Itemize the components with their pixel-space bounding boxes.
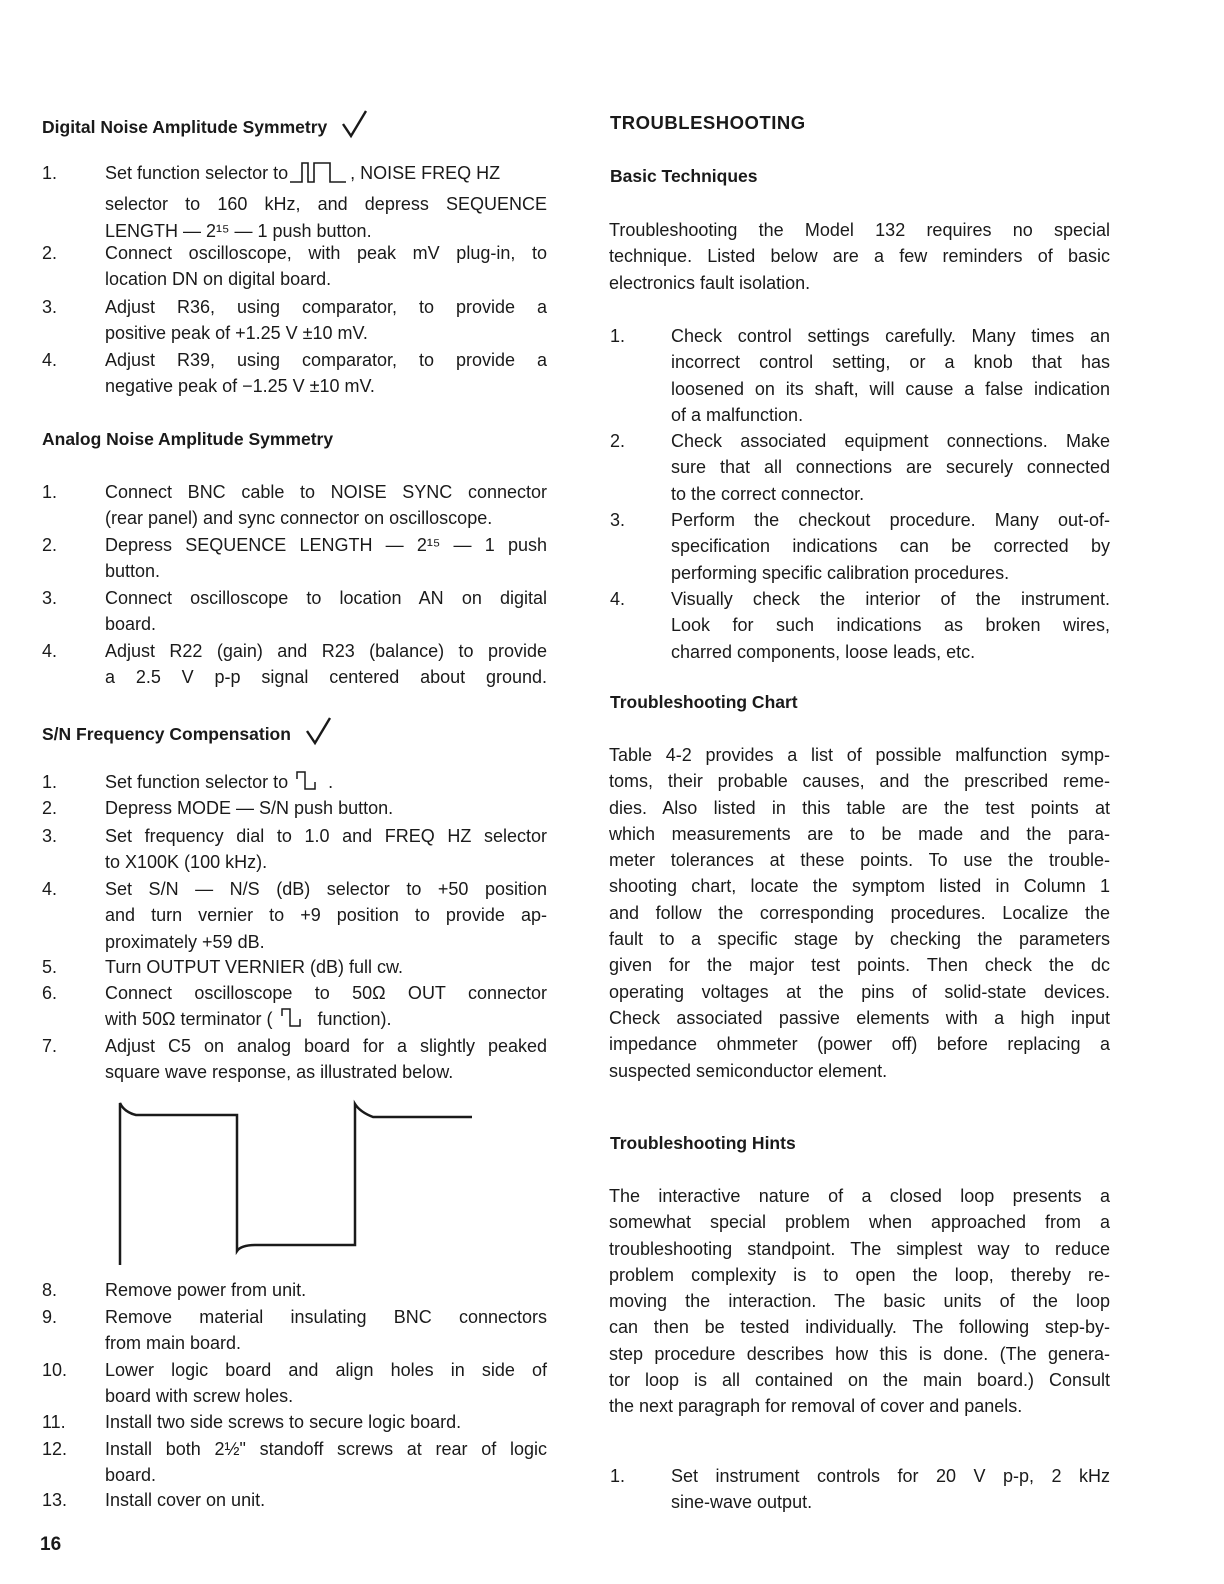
item-number: 8.	[42, 1280, 58, 1300]
text-line: and turn vernier to +9 position to provide ap-	[105, 905, 547, 926]
text-line: technique. Listed below are a few reminders of basic	[609, 246, 1110, 267]
item-number: 4.	[42, 350, 58, 370]
text-segment: sine-wave output.	[671, 1492, 813, 1513]
text-line: Remove material insulating BNC connectors	[105, 1307, 547, 1327]
text-segment: from main board.	[105, 1333, 242, 1354]
text-line: operating voltages at the pins of solid-state devices.	[609, 981, 1110, 1002]
item-number: 1.	[42, 772, 58, 792]
text-line: shooting chart, locate the symptom listed in Column 1	[609, 876, 1110, 897]
text-segment: function).	[307, 1009, 392, 1030]
text-line: Visually check the interior of the instrument.	[671, 589, 1110, 609]
text-line: Depress SEQUENCE LENGTH — 2¹⁵ — 1 push	[105, 535, 547, 555]
text-segment: (rear panel) and sync connector on oscilloscope.	[105, 508, 493, 529]
item-number: 9.	[42, 1307, 58, 1327]
text-line: moving the interaction. The basic units of the loop	[609, 1291, 1110, 1312]
item-number: 4.	[42, 879, 58, 899]
text-segment: Turn OUTPUT VERNIER (dB) full cw.	[105, 957, 404, 977]
text-line: sure that all connections are securely connected	[671, 457, 1110, 478]
heading-text: Digital Noise Amplitude Symmetry	[42, 117, 328, 137]
item-number: 4.	[610, 589, 626, 609]
item-number: 4.	[42, 641, 58, 661]
text-segment: performing specific calibration procedures.	[671, 562, 1010, 583]
text-line: Connect BNC cable to NOISE SYNC connector	[105, 482, 547, 502]
item-number: 3.	[42, 297, 58, 317]
text-line: Check associated passive elements with a high input	[609, 1007, 1110, 1028]
item-number: 3.	[42, 588, 58, 608]
text-line: troubleshooting standpoint. The simplest way to reduce	[609, 1238, 1110, 1259]
item-number: 7.	[42, 1036, 58, 1056]
item-number: 2.	[42, 243, 58, 263]
text-segment: negative peak of −1.25 V ±10 mV.	[105, 376, 375, 397]
text-line: Troubleshooting the Model 132 requires no special	[609, 220, 1110, 240]
text-line: loosened on its shaft, will cause a false indication	[671, 378, 1110, 399]
page-number: 16	[40, 1534, 62, 1555]
text-line: impedance ohmmeter (power off) before replacing a	[609, 1034, 1110, 1055]
text-line: fault to a specific stage by checking the parameters	[609, 929, 1110, 950]
text-line: Lower logic board and align holes in side of	[105, 1360, 547, 1380]
text-line: Perform the checkout procedure. Many out-of-	[671, 510, 1110, 530]
text-line: selector to 160 kHz, and depress SEQUENCE	[105, 194, 547, 215]
text-segment: location DN on digital board.	[105, 269, 332, 290]
text-line: specification indications can be corrected by	[671, 536, 1110, 557]
text-line: and follow the corresponding procedures. Localize the	[609, 902, 1110, 923]
text-segment: with 50Ω terminator (	[105, 1009, 278, 1030]
text-line: problem complexity is to open the loop, thereby re-	[609, 1264, 1110, 1285]
text-line: Install both 2½" standoff screws at rear of logic	[105, 1439, 547, 1459]
text-line: can then be tested individually. The following step-by-	[609, 1317, 1110, 1338]
text-segment: Depress MODE — S/N push button.	[105, 798, 394, 818]
text-line: Adjust R36, using comparator, to provide a	[105, 297, 547, 317]
text-segment: to X100K (100 kHz).	[105, 852, 268, 873]
text-segment: of a malfunction.	[671, 404, 804, 425]
text-segment: charred components, loose leads, etc.	[671, 641, 976, 662]
text-line: toms, their probable causes, and the prescribed reme-	[609, 771, 1110, 792]
text-line: Look for such indications as broken wires,	[671, 615, 1110, 636]
text-segment: .	[323, 772, 334, 792]
heading-text: TROUBLESHOOTING	[610, 112, 806, 133]
item-number: 13.	[42, 1490, 68, 1510]
text-segment: proximately +59 dB.	[105, 931, 265, 952]
item-number: 12.	[42, 1439, 68, 1459]
heading-text: Basic Techniques	[610, 166, 758, 186]
text-line: dies. Also listed in this table are the test points at	[609, 797, 1110, 818]
item-number: 3.	[610, 510, 626, 530]
text-segment: positive peak of +1.25 V ±10 mV.	[105, 323, 368, 344]
item-number: 3.	[42, 826, 58, 846]
text-line: which measurements are to be made and the para-	[609, 823, 1110, 844]
item-number: 1.	[610, 1466, 626, 1486]
text-segment: square wave response, as illustrated below.	[105, 1062, 454, 1083]
text-segment: , NOISE FREQ HZ	[350, 163, 501, 183]
heading-text: Troubleshooting Hints	[610, 1133, 796, 1153]
heading-text: S/N Frequency Compensation	[42, 724, 291, 744]
text-line: tor loop is all contained on the main board.) Consult	[609, 1370, 1110, 1391]
text-line: Check control settings carefully. Many times an	[671, 326, 1110, 346]
text-line: Connect oscilloscope to 50Ω OUT connector	[105, 983, 547, 1003]
text-line: a 2.5 V p-p signal centered about ground.	[105, 667, 547, 688]
text-line: Connect oscilloscope to location AN on digital	[105, 588, 547, 608]
item-number: 2.	[42, 798, 58, 818]
text-segment: Set function selector to	[105, 772, 294, 792]
text-segment: Set function selector to	[105, 163, 289, 183]
item-number: 6.	[42, 983, 58, 1003]
item-number: 11.	[42, 1412, 66, 1432]
text-line: Adjust R22 (gain) and R23 (balance) to provide	[105, 641, 547, 661]
text-line: The interactive nature of a closed loop presents a	[609, 1186, 1110, 1206]
heading-text: Analog Noise Amplitude Symmetry	[42, 429, 334, 449]
item-number: 1.	[42, 163, 58, 183]
item-number: 10.	[42, 1360, 68, 1380]
text-line: Adjust R39, using comparator, to provide a	[105, 350, 547, 370]
item-number: 2.	[42, 535, 58, 555]
text-segment: the next paragraph for removal of cover and panels.	[609, 1396, 1023, 1417]
text-segment: Remove power from unit.	[105, 1280, 307, 1300]
text-segment: board.	[105, 1465, 157, 1486]
text-line: Connect oscilloscope, with peak mV plug-in, to	[105, 243, 547, 263]
text-line: Check associated equipment connections. Make	[671, 431, 1110, 451]
text-line: Table 4-2 provides a list of possible malfunction symp-	[609, 745, 1110, 765]
text-segment: button.	[105, 561, 161, 582]
text-line: Adjust C5 on analog board for a slightly peaked	[105, 1036, 547, 1056]
text-line: somewhat special problem when approached from a	[609, 1212, 1110, 1233]
heading-text: Troubleshooting Chart	[610, 692, 798, 712]
text-line: Set S/N — N/S (dB) selector to +50 position	[105, 879, 547, 899]
text-segment: board.	[105, 614, 157, 635]
text-line: step procedure describes how this is done. (The genera-	[609, 1343, 1110, 1364]
text-line: Set frequency dial to 1.0 and FREQ HZ selector	[105, 826, 547, 846]
text-segment: LENGTH — 2¹⁵ — 1 push button.	[105, 220, 372, 241]
item-number: 1.	[42, 482, 58, 502]
text-segment: to the correct connector.	[671, 483, 865, 504]
text-segment: Install two side screws to secure logic board.	[105, 1412, 462, 1432]
text-segment: Install cover on unit.	[105, 1490, 266, 1510]
item-number: 2.	[610, 431, 626, 451]
text-line: incorrect control setting, or a knob that has	[671, 352, 1110, 373]
text-line: given for the major test points. Then check the dc	[609, 955, 1110, 976]
item-number: 1.	[610, 326, 626, 346]
item-number: 5.	[42, 957, 58, 977]
text-line: Set instrument controls for 20 V p-p, 2 kHz	[671, 1466, 1110, 1486]
text-line: meter tolerances at these points. To use the trouble-	[609, 850, 1110, 871]
text-segment: suspected semiconductor element.	[609, 1060, 888, 1081]
text-segment: electronics fault isolation.	[609, 272, 811, 293]
text-segment: board with screw holes.	[105, 1386, 294, 1407]
